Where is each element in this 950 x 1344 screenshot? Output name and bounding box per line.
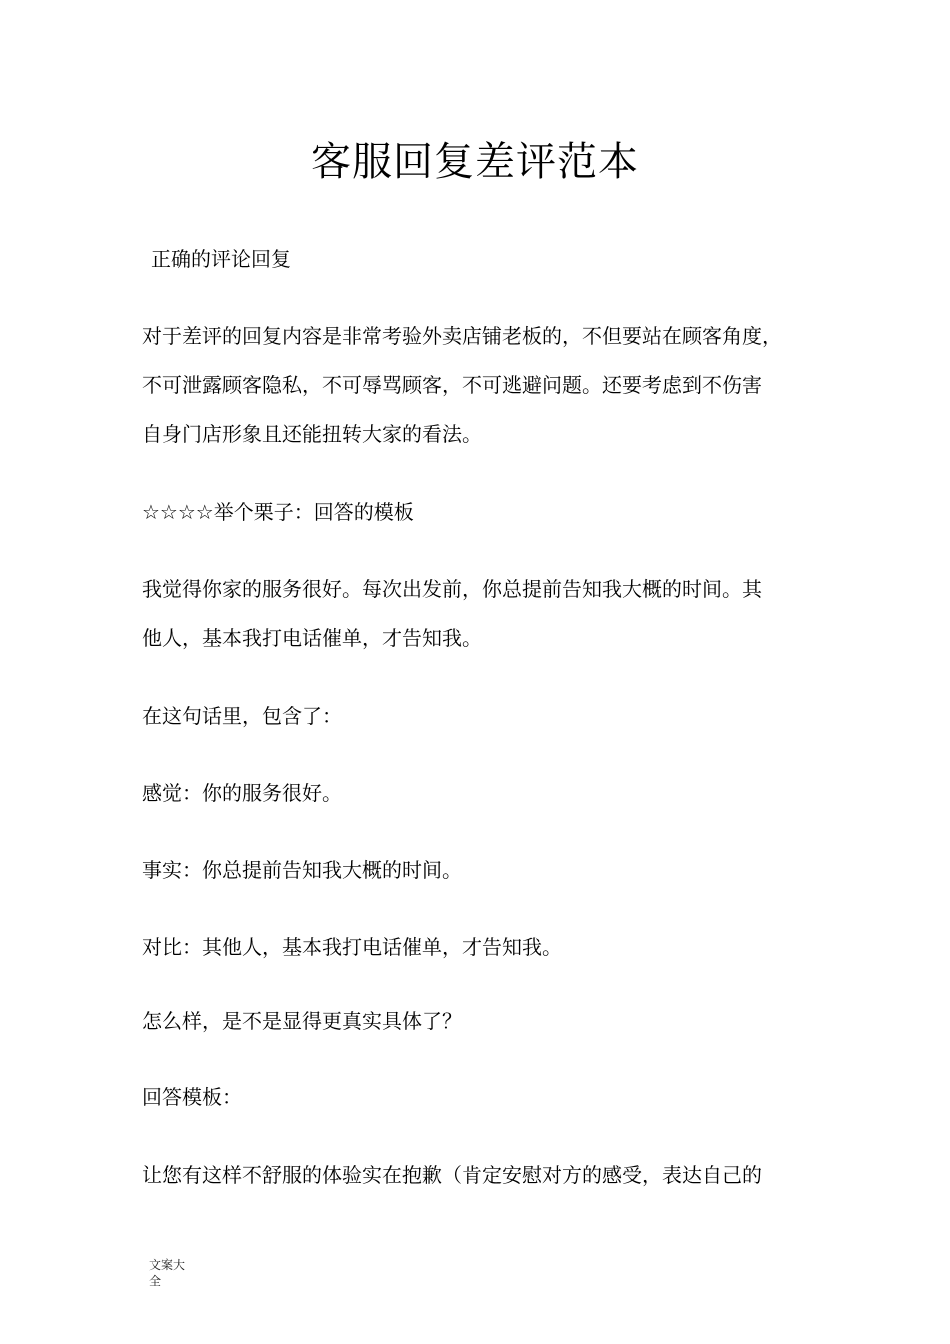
- paragraph-template: [142, 1151, 822, 1200]
- text-line: 他人，基本我打电话催单，才告知我。: [142, 626, 482, 650]
- text-line: 在这句话里，包含了：: [142, 704, 342, 728]
- text-line: ☆☆☆☆举个栗子：回答的模板: [142, 500, 414, 524]
- section-subtitle: [142, 235, 822, 284]
- text-line: 对于差评的回复内容是非常考验外卖店铺老板的，不但要站在顾客角度，: [142, 324, 782, 348]
- paragraph-fact: [142, 846, 822, 895]
- paragraph-example-heading: [142, 488, 822, 537]
- paragraph-question: [142, 997, 822, 1046]
- document-title: 客服回复差评范本: [311, 139, 639, 185]
- paragraph-template-heading: [142, 1073, 822, 1122]
- paragraph-feeling: [142, 769, 822, 818]
- paragraph-example: [142, 565, 822, 663]
- paragraph-contrast: [142, 923, 822, 972]
- paragraph-contains: [142, 692, 822, 741]
- text-line: 对比：其他人，基本我打电话催单，才告知我。: [142, 935, 562, 959]
- subtitle-line: 正确的评论回复: [151, 247, 291, 271]
- text-line: 让您有这样不舒服的体验实在抱歉（肯定安慰对方的感受，表达自己的: [142, 1163, 762, 1187]
- text-line: 怎么样，是不是显得更真实具体了？: [142, 1009, 462, 1033]
- text-line: 我觉得你家的服务很好。每次出发前，你总提前告知我大概的时间。其: [142, 577, 762, 601]
- text-line: 感觉：你的服务很好。: [142, 781, 342, 805]
- paragraph-intro: [142, 312, 822, 459]
- page-footer: 文案大 全: [149, 1258, 186, 1288]
- text-line: 事实：你总提前告知我大概的时间。: [142, 858, 462, 882]
- text-line: 自身门店形象且还能扭转大家的看法。: [142, 422, 482, 446]
- text-line: 不可泄露顾客隐私，不可辱骂顾客，不可逃避问题。还要考虑到不伤害: [142, 373, 762, 397]
- text-line: 回答模板：: [142, 1085, 242, 1109]
